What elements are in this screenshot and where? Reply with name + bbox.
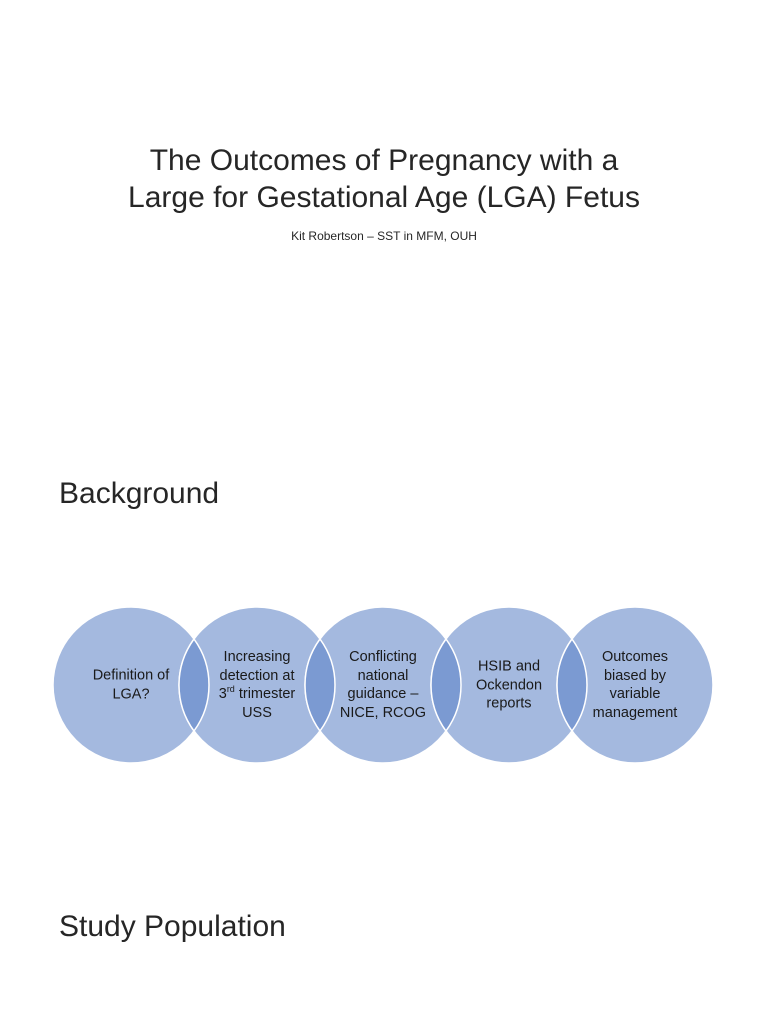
circle-label-line: management xyxy=(592,704,678,721)
circle-label-line: LGA? xyxy=(112,686,150,702)
background-circle-label xyxy=(570,648,700,722)
study-population-heading: Study Population xyxy=(59,910,286,943)
slide-title-line-1: The Outcomes of Pregnancy with a xyxy=(149,144,619,177)
circle-label-line: Outcomes xyxy=(601,649,669,665)
circle-label-line: guidance – xyxy=(347,686,419,702)
circle-label-line: Definition of xyxy=(92,667,170,684)
slide-title-line-2: Large for Gestational Age (LGA) Fetus xyxy=(128,181,640,214)
circle-label-line: 3rd trimester xyxy=(218,684,296,702)
circle-label-line: Increasing xyxy=(223,649,291,665)
circle-label-line: detection at xyxy=(219,667,295,684)
circle-label-line: NICE, RCOG xyxy=(339,704,427,721)
circle-label-line: Conflicting xyxy=(349,649,417,665)
circle-label-line: USS xyxy=(242,704,272,721)
background-circle-label xyxy=(318,648,448,722)
circle-label-line: Ockendon xyxy=(475,676,543,693)
background-circle-label xyxy=(444,657,574,713)
circle-label-line: biased by xyxy=(603,667,667,684)
background-circle-label xyxy=(192,648,322,722)
circle-label-line: national xyxy=(357,667,409,684)
background-heading: Background xyxy=(59,477,220,510)
slide-subtitle: Kit Robertson – SST in MFM, OUH xyxy=(291,229,477,243)
circle-label-line: variable xyxy=(609,686,661,702)
circle-label-line: reports xyxy=(486,695,532,712)
background-circle-label xyxy=(66,667,196,704)
circle-label-line: HSIB and xyxy=(477,658,541,675)
